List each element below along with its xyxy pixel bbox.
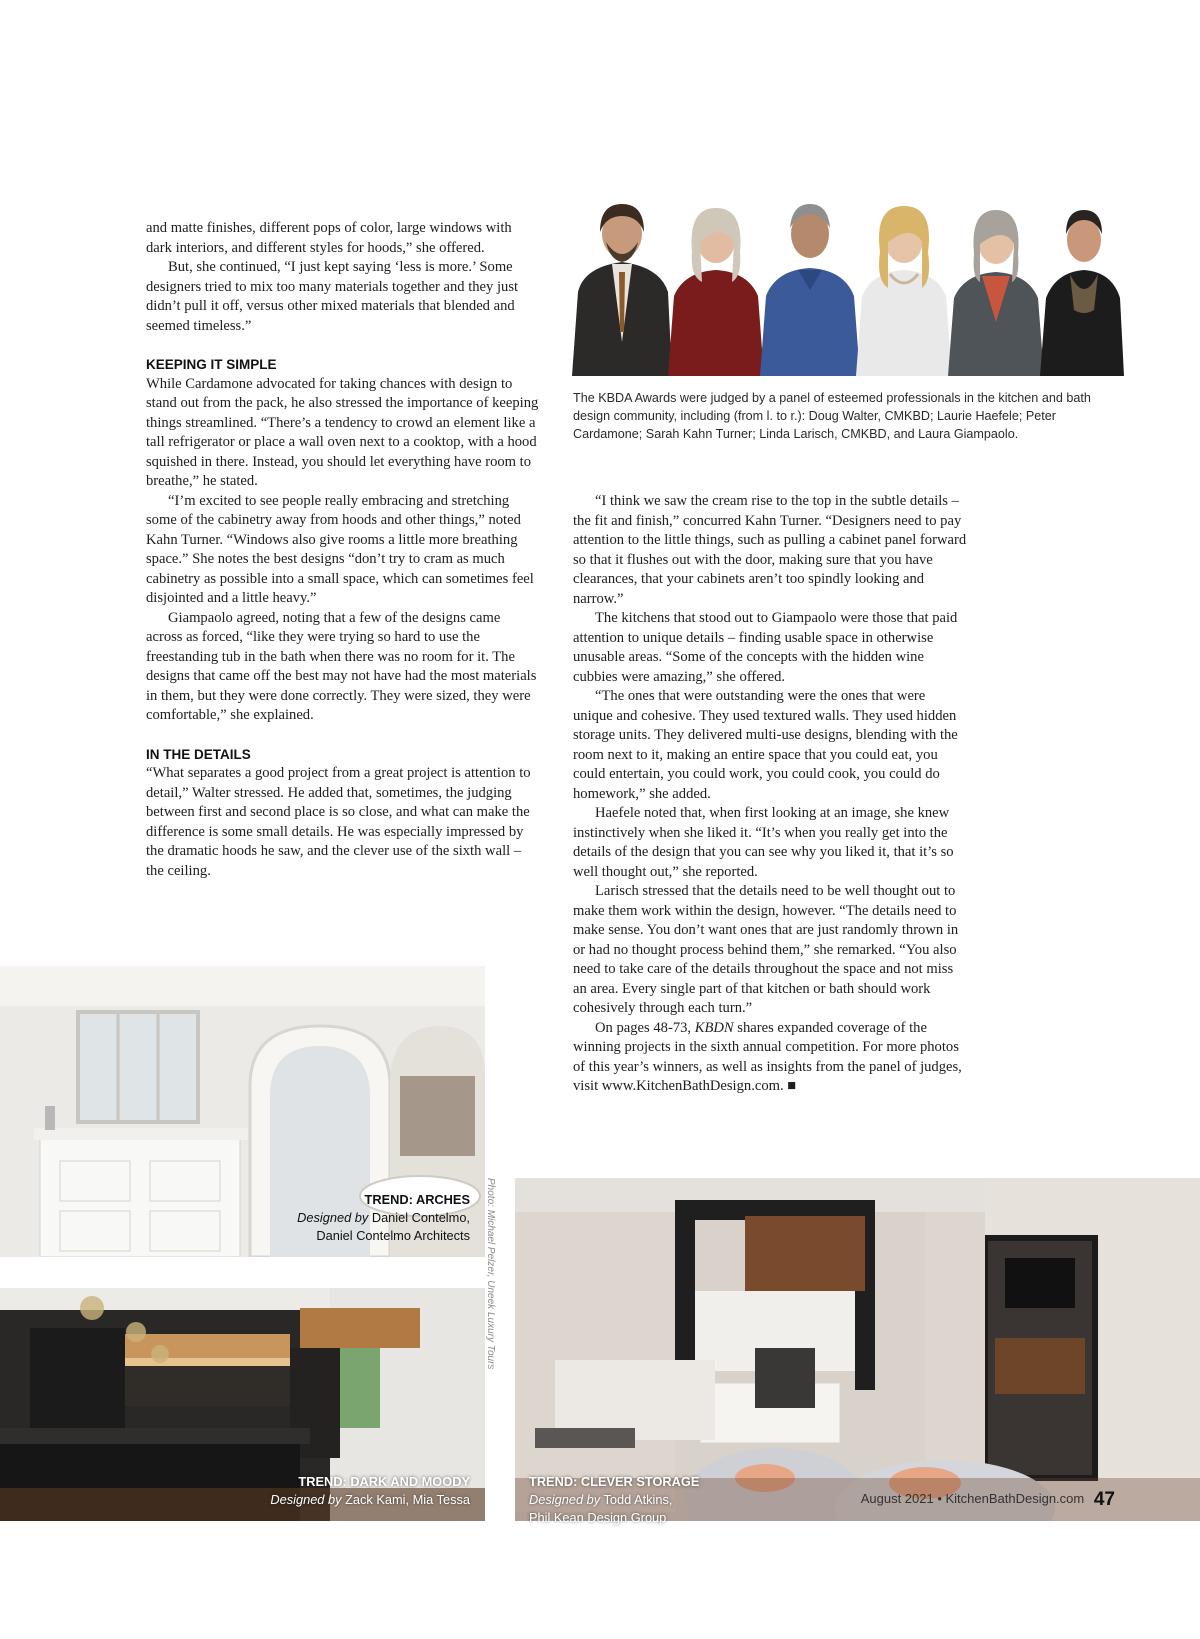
issue-line: August 2021 • KitchenBathDesign.com <box>860 1491 1085 1506</box>
body-paragraph: While Cardamone advocated for taking chances with design to stand out from the pack, he also stressed the importance of keeping things streamlined. “There’s a tendency to crowd an element like a tall refrigerator or place a wall oven next to a cooktop, with a hood squished in there. Instead, you should let everything have room to breathe,” he stated. <box>146 375 539 489</box>
page-footer <box>861 1489 1115 1511</box>
body-paragraph: “I think we saw the cream rise to the top in the subtle details – the fit and finish,” concurred Kahn Turner. “Designers need to pay attention to the little things, such as pulling a cabinet panel forward so that it flushes out with the door, making sure that you have clearances, that your cabinets aren’t too spindly looking and narrow.” <box>573 493 967 607</box>
body-paragraph: On pages 48-73, KBDN shares expanded coverage of the winning projects in the sixth annual competition. For more photos of this year’s winners, as well as insights from the panel of judges, visit www.KitchenBathDesign.com. ■ <box>573 1019 962 1094</box>
photo-credit: Photo: Michael Pelzer, Uneek Luxury Tours <box>485 1178 496 1370</box>
body-paragraph: and matte finishes, different pops of color, large windows with dark interiors, and different styles for hoods,” she offered. <box>146 220 512 256</box>
body-paragraph: Larisch stressed that the details need to be well thought out to make them work within the design, however. “The details need to make sense. You don’t want ones that are just randomly thrown in or had no thought process behind them,” she remarked. “You also need to take care of the details throughout the space and not miss an area. Every single part of that kitchen or bath should work cohesively through each turn.” <box>573 883 959 1016</box>
judges-caption: The KBDA Awards were judged by a panel of esteemed professionals in the kitchen and bath design community, including (from l. to r.): Doug Walter, CMKBD; Laurie Haefele; Peter Cardamone; Sarah Kahn Turner; Linda Larisch, CMKBD, and Laura Giampaolo. <box>573 391 1091 441</box>
section-heading-in-the-details: IN THE DETAILS <box>146 746 251 762</box>
body-paragraph: “I’m excited to see people really embracing and stretching some of the cabinetry away from hoods and other things,” noted Kahn Turner. “Windows also give rooms a little more breathing space.” She notes the best designs “don’t try to cram as much cabinetry as possible into a small space, which can sometimes feel disjointed and a little heavy.” <box>146 492 534 606</box>
page-number: 47 <box>1093 1489 1115 1510</box>
body-paragraph: The kitchens that stood out to Giampaolo were those that paid attention to unique details – finding usable space in otherwise unusable areas. “Some of the concepts with the hidden wine cubbies were amazing,” she offered. <box>573 610 958 685</box>
judges-photo <box>572 192 1124 376</box>
body-paragraph: “What separates a good project from a great project is attention to detail,” Walter stressed. He added that, sometimes, the judging between first and second place is so close, and what can make the difference is some small details. He was especially impressed by the dramatic hoods he saw, and the clever use of the sixth wall – the ceiling. <box>146 765 531 879</box>
trend-title: TREND: DARK AND MOODY <box>298 1474 470 1489</box>
caption-arches: TREND: ARCHES Designed by Daniel Contelmo, Daniel Contelmo Architects <box>250 1191 470 1245</box>
trend-title: TREND: CLEVER STORAGE <box>529 1474 700 1489</box>
clever-storage-kitchen-photo <box>515 1178 1200 1521</box>
caption-clever-storage: TREND: CLEVER STORAGE Designed by Todd Atkins, Phil Kean Design Group <box>529 1473 729 1527</box>
caption-dark-and-moody: TREND: DARK AND MOODY Designed by Zack Kami, Mia Tessa <box>210 1473 470 1509</box>
left-column <box>146 219 540 881</box>
body-paragraph: Giampaolo agreed, noting that a few of the designs came across as forced, “like they were trying so hard to use the freestanding tub in the bath when there was no room for it. The designs that came off the best may not have had the most materials in them, but they were done correctly. They were sized, they were comfortable,” she explained. <box>146 609 537 723</box>
body-paragraph: Haefele noted that, when first looking at an image, she knew instinctively when she liked it. “It’s when you really get into the details of the design that you can see why you liked it, that it’s so well thought out,” she reported. <box>573 805 954 880</box>
section-heading-keeping-it-simple: KEEPING IT SIMPLE <box>146 357 277 372</box>
body-paragraph: But, she continued, “I just kept saying ‘less is more.’ Some designers tried to mix too many materials together and they just didn’t pull it off, versus other mixed materials that blended and seemed timeless.” <box>146 259 519 334</box>
right-column <box>573 492 967 1097</box>
designer-firm: Phil Kean Design Group <box>529 1510 667 1525</box>
trend-title: TREND: ARCHES <box>364 1192 470 1207</box>
body-paragraph: “The ones that were outstanding were the ones that were unique and cohesive. They used textured walls. They used hidden storage units. They delivered multi-use designs, blending with the room next to it, making an entire space that you could eat, you could entertain, you could work, you could cook, you could do homework,” she added. <box>573 688 958 802</box>
designer-firm: Daniel Contelmo Architects <box>316 1228 470 1243</box>
